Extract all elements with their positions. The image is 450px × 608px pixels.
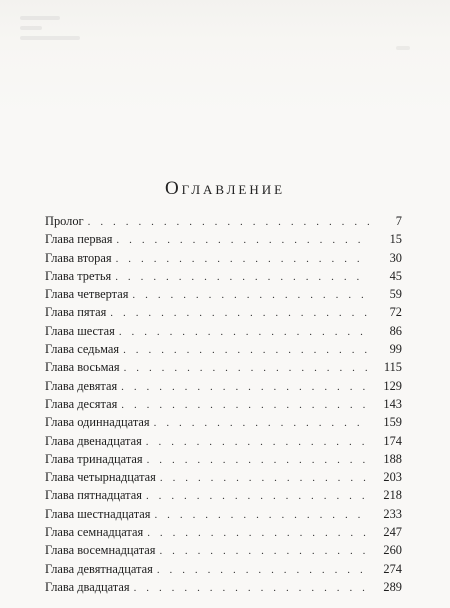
toc-entry [45,322,402,340]
dot-leader [146,487,370,505]
toc-entry-page-number: 86 [389,323,402,338]
dot-leader [123,341,370,359]
toc-entry-page-number: 143 [383,396,402,411]
toc-entry [45,249,402,267]
toc-entry-page-number: 15 [389,232,402,247]
show-through-text [20,16,90,50]
toc-entry-page-number: 203 [383,470,402,485]
toc-entry [45,267,402,285]
dot-leader [116,250,370,268]
toc-entry-page-number: 174 [383,433,402,448]
toc-entry-page-number: 188 [383,451,402,466]
toc-entry [45,541,402,559]
toc-entry-label: Глава шестая [45,323,115,338]
toc-entry-label: Глава одиннадцатая [45,415,150,430]
toc-entry-label: Глава семнадцатая [45,525,144,540]
table-of-contents [45,212,402,596]
toc-entry-page-number: 59 [389,287,402,302]
toc-entry [45,377,402,395]
toc-entry [45,358,402,376]
toc-entry [45,285,402,303]
dot-leader [147,451,370,469]
dot-leader [121,396,370,414]
toc-entry [45,340,402,358]
toc-entry-label: Глава четырнадцатая [45,470,156,485]
toc-entry-page-number: 289 [383,579,402,594]
toc-entry-page-number: 99 [389,342,402,357]
toc-entry-label: Глава первая [45,232,113,247]
toc-entry-page-number: 7 [395,214,402,228]
toc-entry-page-number: 233 [383,506,402,521]
show-through-mark [396,46,410,50]
dot-leader [146,433,370,451]
toc-entry-label: Глава вторая [45,250,112,265]
dot-leader [121,378,370,396]
toc-entry [45,560,402,578]
page-title: Оглавление [164,178,286,199]
toc-entry-label: Глава пятнадцатая [45,488,142,503]
toc-entry [45,230,402,248]
toc-entry [45,578,402,596]
toc-entry-label: Глава четвертая [45,287,129,302]
toc-entry-label: Глава двенадцатая [45,433,142,448]
toc-entry-label: Глава пятая [45,305,107,320]
toc-entry [45,505,402,523]
toc-entry [45,468,402,486]
dot-leader [154,506,370,524]
toc-entry-label: Глава восемнадцатая [45,543,156,558]
dot-leader [147,524,370,542]
dot-leader [160,469,370,487]
toc-entry-page-number: 45 [389,268,402,283]
toc-entry-page-number: 260 [383,543,402,558]
dot-leader [132,286,370,304]
toc-entry-label: Глава девятая [45,378,118,393]
toc-entry-label: Пролог [45,214,84,228]
toc-entry [45,413,402,431]
toc-entry-page-number: 30 [389,250,402,265]
dot-leader [134,579,370,597]
dot-leader [115,268,370,286]
toc-entry [45,212,402,230]
toc-entry [45,432,402,450]
toc-entry-label: Глава двадцатая [45,579,130,594]
dot-leader [159,542,370,560]
toc-entry [45,486,402,504]
toc-entry-page-number: 247 [383,525,402,540]
toc-entry-label: Глава тринадцатая [45,451,143,466]
toc-entry-page-number: 218 [383,488,402,503]
dot-leader [119,323,370,341]
toc-entry-label: Глава третья [45,268,112,283]
dot-leader [110,304,370,322]
toc-entry-page-number: 115 [383,360,402,375]
toc-entry-label: Глава шестнадцатая [45,506,151,521]
toc-entry-page-number: 274 [383,561,402,576]
toc-entry-label: Глава девятнадцатая [45,561,153,576]
toc-entry [45,395,402,413]
toc-entry [45,303,402,321]
toc-entry [45,523,402,541]
dot-leader [157,561,370,579]
toc-entry-label: Глава седьмая [45,342,120,357]
toc-entry-page-number: 129 [383,378,402,393]
toc-entry [45,450,402,468]
dot-leader [88,213,370,231]
dot-leader [116,231,370,249]
toc-entry-label: Глава восьмая [45,360,120,375]
dot-leader [154,414,370,432]
toc-entry-page-number: 159 [383,415,402,430]
toc-entry-label: Глава десятая [45,396,118,411]
dot-leader [124,359,370,377]
toc-entry-page-number: 72 [389,305,402,320]
